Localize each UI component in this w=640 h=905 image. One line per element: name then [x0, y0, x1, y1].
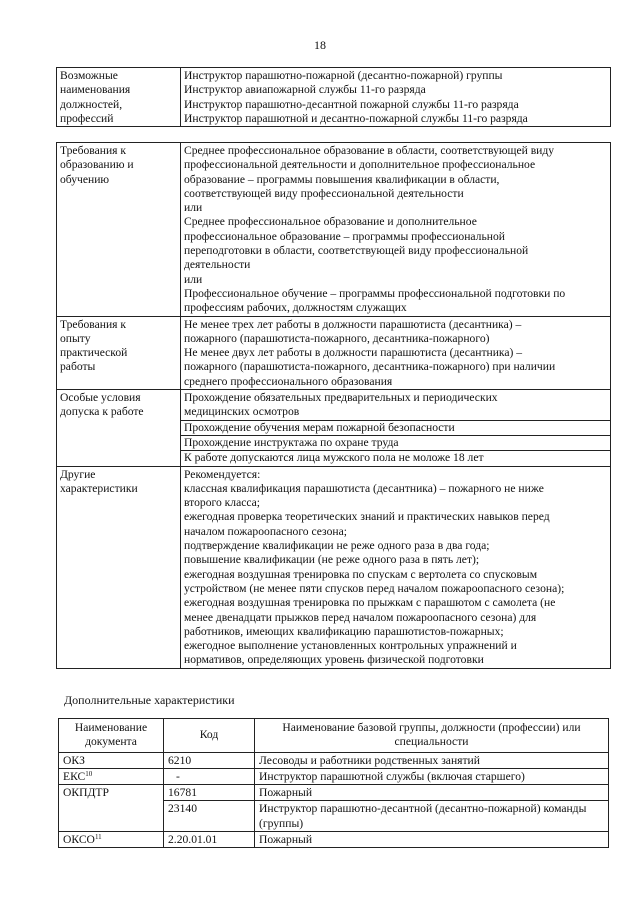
label-line: практической	[60, 346, 128, 360]
doc-cell	[59, 785, 164, 832]
section-title: Дополнительные характеристики	[64, 693, 235, 707]
name-cell: Пожарный	[255, 832, 609, 848]
page-number: 18	[314, 38, 326, 52]
doc-cell	[59, 832, 164, 848]
text-line: пожарного (парашютиста-пожарного, десантника-пожарного) при наличии	[184, 360, 556, 374]
table-row	[59, 768, 609, 784]
positions-table	[56, 67, 611, 127]
label-line: наименования	[60, 83, 131, 97]
admission-text	[181, 390, 611, 466]
doc-name: ЕКС	[63, 769, 86, 783]
position-item: Инструктор парашютно-пожарной (десантно-пожарной) группы	[184, 69, 503, 82]
table-row	[59, 832, 609, 848]
label-line: профессий	[60, 111, 114, 125]
header-row	[59, 719, 609, 753]
text-line: образование – программы повышения квалификации в области,	[184, 172, 500, 186]
text-line: Не менее трех лет работы в должности парашютиста (десантника) –	[184, 317, 522, 331]
text-line: или	[184, 201, 203, 215]
text-line: второго класса;	[184, 496, 261, 510]
experience-row	[57, 316, 611, 389]
admission-row	[57, 390, 611, 466]
code-cell: 2.20.01.01	[164, 832, 255, 848]
name-cell: Инструктор парашютно-десантной (десантно-пожарной) команды (группы)	[255, 801, 609, 832]
text-line: Прохождение обучения мерам пожарной безопасности	[181, 420, 610, 435]
education-label	[57, 143, 181, 317]
text-line: ежегодная воздушная тренировка по спускам с вертолета со спусковым	[184, 567, 538, 581]
header-document: Наименование документа	[59, 719, 164, 753]
experience-text	[181, 316, 611, 389]
label-line: обучению	[60, 172, 110, 186]
other-text	[181, 466, 611, 668]
footnote-ref: 11	[94, 833, 102, 842]
admission-label	[57, 390, 181, 466]
label-line: характеристики	[60, 481, 138, 495]
text-line: устройством (не менее пяти спусков перед началом пожароопасного сезона);	[184, 581, 565, 595]
text-line: Среднее профессиональное образование и дополнительное	[184, 215, 477, 229]
label-line: должностей,	[60, 97, 123, 111]
other-label	[57, 466, 181, 668]
positions-items	[181, 68, 611, 127]
label-line: Возможные	[60, 69, 118, 82]
text-line: К работе допускаются лица мужского пола не моложе 18 лет	[181, 450, 610, 465]
doc-cell	[59, 752, 164, 768]
text-line: соответствующей виду профессиональной деятельности	[184, 186, 464, 200]
table-row	[59, 785, 609, 801]
label-line: работы	[60, 360, 96, 374]
name-cell: Инструктор парашютной службы (включая старшего)	[255, 768, 609, 784]
text-line: пожарного (парашютиста-пожарного, десантника-пожарного)	[184, 331, 490, 345]
text-line: Не менее двух лет работы в должности парашютиста (десантника) –	[184, 346, 523, 360]
label-line: опыту	[60, 331, 91, 345]
text-line: подтверждение квалификации не реже одного раза в два года;	[184, 539, 490, 553]
position-item: Инструктор парашютно-десантной пожарной службы 11-го разряда	[184, 97, 519, 111]
label-line: образованию и	[60, 158, 134, 172]
text-line: медицинских осмотров	[184, 405, 300, 419]
text-line: или	[184, 272, 203, 286]
text-line: среднего профессионального образования	[184, 374, 393, 388]
experience-label	[57, 316, 181, 389]
footnote-ref: 10	[85, 769, 93, 778]
text-line: менее двенадцати прыжков перед началом пожароопасного сезона) для	[184, 610, 537, 624]
education-row	[57, 143, 611, 317]
doc-name: ОКПДТР	[63, 786, 109, 800]
text-line: Рекомендуется:	[184, 467, 261, 481]
text-line: нормативов, определяющих уровень физической подготовки	[184, 653, 484, 667]
name-cell: Лесоводы и работники родственных занятий	[255, 752, 609, 768]
text-line: ежегодное выполнение установленных контрольных упражнений и	[184, 639, 517, 653]
text-line: повышение квалификации (не реже одного раза в пять лет);	[184, 553, 480, 567]
text-line: ежегодная воздушная тренировка по прыжкам с парашютом с самолета (не	[184, 596, 556, 610]
other-row	[57, 466, 611, 668]
text-line: работников, имеющих квалификацию парашютистов-пожарных;	[184, 624, 504, 638]
text-line: профессиональной деятельности и дополнительное профессиональное	[184, 158, 536, 172]
text-line: Прохождение инструктажа по охране труда	[181, 435, 610, 450]
text-line: Прохождение обязательных предварительных и периодических	[184, 391, 498, 405]
code-cell: 16781	[164, 785, 255, 801]
table-row	[59, 752, 609, 768]
header-code: Код	[164, 719, 255, 753]
doc-name: ОКЗ	[63, 753, 85, 767]
header-name: Наименование базовой группы, должности (профессии) или специальности	[255, 719, 609, 753]
label-line: Особые условия	[60, 391, 141, 405]
position-item: Инструктор авиапожарной службы 11-го разряда	[184, 83, 426, 97]
label-line: Требования к	[60, 144, 127, 157]
text-line: началом пожароопасного сезона;	[184, 524, 347, 538]
name-cell: Пожарный	[255, 785, 609, 801]
code-cell: 6210	[164, 752, 255, 768]
text-line: деятельности	[184, 258, 251, 272]
text-line: Среднее профессиональное образование в области, соответствующей виду	[184, 144, 555, 157]
text-line: ежегодная проверка теоретических знаний и практических навыков перед	[184, 510, 550, 524]
text-line: классная квалификация парашютиста (десантника) – пожарного не ниже	[184, 481, 544, 495]
positions-label	[57, 68, 181, 127]
requirements-table	[56, 142, 611, 669]
position-item: Инструктор парашютной и десантно-пожарной службы 11-го разряда	[184, 111, 528, 125]
doc-name: ОКСО	[63, 833, 95, 847]
label-line: допуска к работе	[60, 405, 144, 419]
label-line: Требования к	[60, 317, 127, 331]
additional-table	[58, 718, 609, 848]
text-line: Профессиональное обучение – программы профессиональной подготовки по	[184, 286, 566, 300]
education-text	[181, 143, 611, 317]
code-cell: 23140	[164, 801, 255, 832]
text-line: профессиональное образование – программы профессиональной	[184, 229, 505, 243]
label-line: Другие	[60, 467, 96, 481]
code-cell: -	[164, 768, 255, 784]
text-line: переподготовки в области, соответствующей виду профессиональной	[184, 244, 529, 258]
doc-cell	[59, 768, 164, 784]
text-line: профессиям рабочих, должностям служащих	[184, 301, 407, 315]
